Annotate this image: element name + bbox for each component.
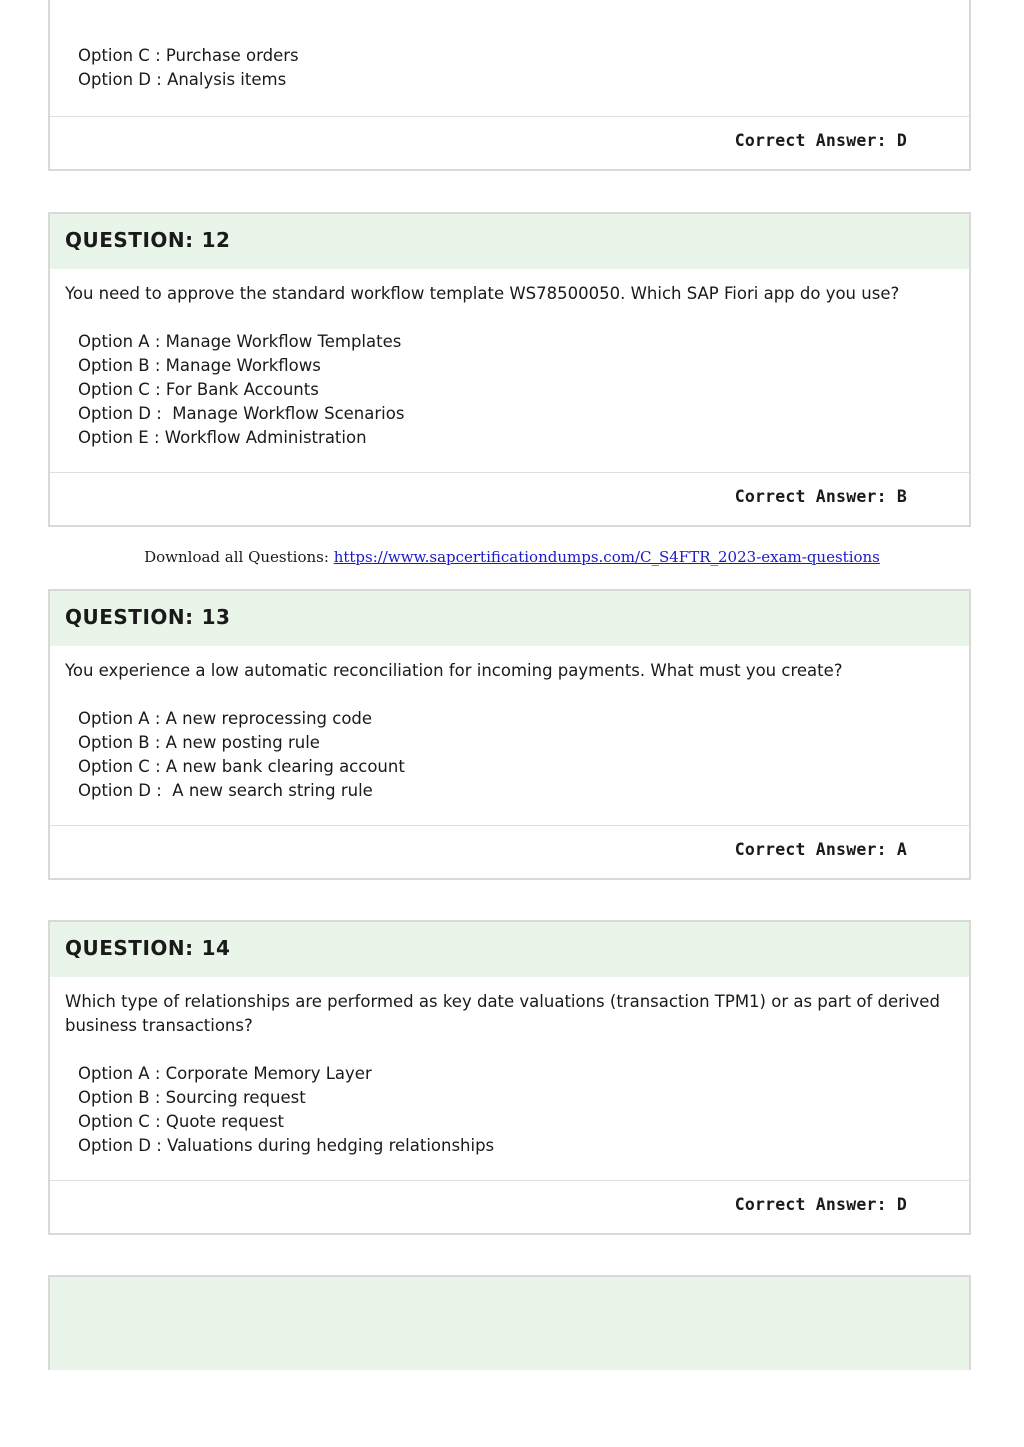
option-list — [50, 1038, 969, 1158]
option-item: Option C : A new bank clearing account — [78, 757, 405, 776]
question-card-next — [48, 1275, 971, 1370]
option-item: Option B : Sourcing request — [78, 1088, 306, 1107]
answer-row — [50, 825, 969, 878]
option-list — [50, 306, 969, 450]
question-header — [50, 214, 969, 269]
option-item: Option A : A new reprocessing code — [78, 709, 373, 728]
option-item: Option D : Analysis items — [78, 70, 287, 89]
answer-row — [50, 1180, 969, 1233]
question-card-14 — [48, 920, 971, 1235]
option-item: Option C : Quote request — [78, 1112, 285, 1131]
option-item: Option E : Workflow Administration — [78, 428, 367, 447]
correct-answer: Correct Answer: B — [734, 487, 907, 506]
download-line — [0, 548, 1024, 566]
option-item: Option D : Manage Workflow Scenarios — [78, 404, 405, 423]
option-item: Option C : Purchase orders — [78, 46, 299, 65]
option-list — [50, 0, 969, 92]
question-text: Which type of relationships are performed as key date valuations (transaction TPM1) or as part of derived business transactions? — [65, 992, 940, 1035]
question-text: You experience a low automatic reconciliation for incoming payments. What must you create? — [65, 661, 843, 680]
question-card-13 — [48, 589, 971, 880]
option-item: Option A : Manage Workflow Templates — [78, 332, 402, 351]
download-label: Download all Questions: — [144, 548, 329, 566]
question-header — [50, 591, 969, 646]
question-number: 13 — [201, 605, 231, 629]
question-label: QUESTION: — [65, 605, 194, 629]
question-number: 12 — [201, 228, 231, 252]
option-item: Option D : A new search string rule — [78, 781, 373, 800]
option-item: Option D : Valuations during hedging relationships — [78, 1136, 495, 1155]
option-item: Option B : A new posting rule — [78, 733, 320, 752]
correct-answer: Correct Answer: A — [734, 840, 907, 859]
question-card-12 — [48, 212, 971, 527]
option-item: Option C : For Bank Accounts — [78, 380, 319, 399]
question-card-prev — [48, 0, 971, 171]
option-item: Option A : Corporate Memory Layer — [78, 1064, 372, 1083]
correct-answer: Correct Answer: D — [734, 1195, 907, 1214]
question-label: QUESTION: — [65, 936, 194, 960]
option-list — [50, 683, 969, 803]
option-item: Option B : Manage Workflows — [78, 356, 321, 375]
answer-row — [50, 116, 969, 169]
question-header — [50, 922, 969, 977]
question-text: You need to approve the standard workflow template WS78500050. Which SAP Fiori app do you use? — [65, 284, 900, 303]
question-number: 14 — [201, 936, 231, 960]
answer-row — [50, 472, 969, 525]
question-label: QUESTION: — [65, 228, 194, 252]
correct-answer: Correct Answer: D — [734, 131, 907, 150]
download-link[interactable]: https://www.sapcertificationdumps.com/C_S4FTR_2023-exam-questions — [333, 548, 880, 566]
